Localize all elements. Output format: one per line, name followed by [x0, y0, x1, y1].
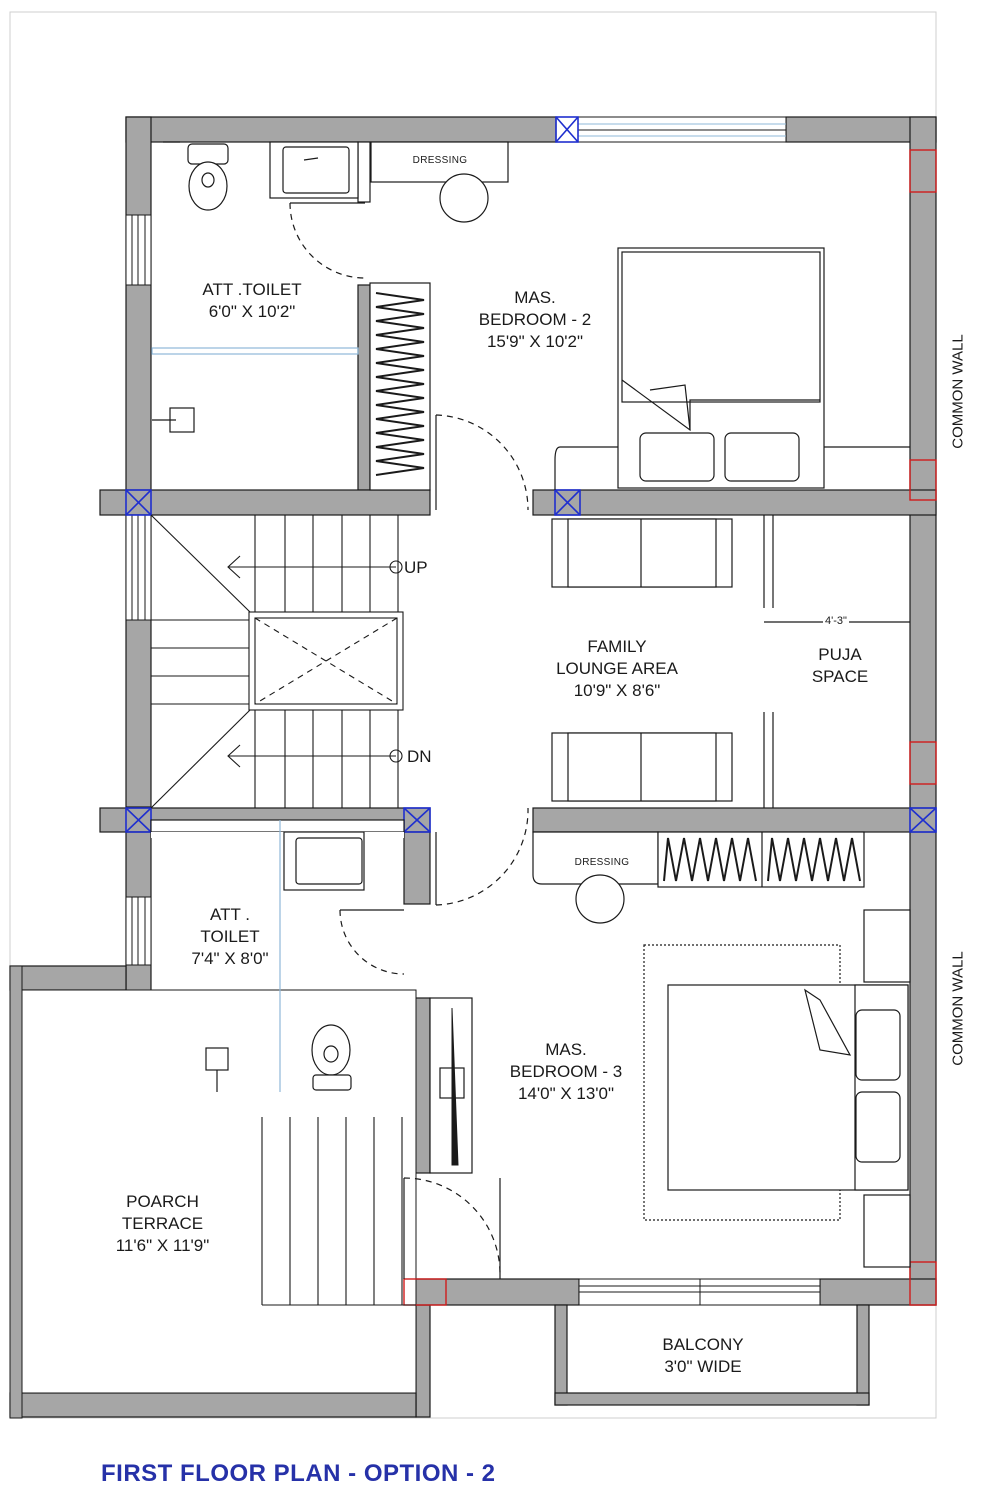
balcony-size: 3'0" WIDE	[664, 1357, 742, 1376]
plan-title: FIRST FLOOR PLAN - OPTION - 2	[101, 1460, 496, 1487]
att-toilet-1-name: ATT .TOILET	[202, 280, 302, 299]
puja-dimension: 4'-3"	[825, 615, 847, 627]
family-lounge-label	[542, 636, 692, 702]
att-toilet-1-size: 6'0" X 10'2"	[208, 302, 296, 321]
family-lounge-name2: LOUNGE AREA	[556, 659, 678, 678]
balcony-name: BALCONY	[662, 1335, 744, 1354]
poarch-terrace-name2: TERRACE	[121, 1214, 204, 1233]
mas-bedroom-2-size: 15'9" X 10'2"	[486, 332, 584, 351]
mas-bedroom-2-label	[465, 287, 605, 353]
att-toilet-2-size: 7'4" X 8'0"	[191, 949, 269, 968]
bedroom2-furniture	[371, 142, 910, 490]
puja-space-label	[790, 644, 890, 688]
mas-bedroom-3-name1: MAS.	[545, 1040, 587, 1059]
att-toilet-2-name2: TOILET	[200, 927, 260, 946]
common-wall-bottom-label: COMMON WALL	[949, 951, 967, 1066]
stair-down-label: DN	[407, 747, 432, 766]
poarch-terrace-size: 11'6" X 11'9"	[115, 1236, 210, 1255]
balcony-label	[633, 1334, 773, 1378]
family-lounge-size: 10'9" X 8'6"	[573, 681, 661, 700]
stair-up-label: UP	[404, 558, 428, 577]
family-lounge-name1: FAMILY	[587, 637, 647, 656]
mas-bedroom-2-name1: MAS.	[514, 288, 556, 307]
mas-bedroom-3-name2: BEDROOM - 3	[509, 1062, 623, 1081]
dressing-label-2: DRESSING	[574, 857, 630, 868]
common-wall-top-label: COMMON WALL	[949, 334, 967, 449]
mas-bedroom-3-size: 14'0" X 13'0"	[517, 1084, 615, 1103]
att-toilet-1-label	[182, 279, 322, 323]
att-toilet-2-label	[160, 904, 300, 970]
poarch-terrace-label	[90, 1191, 235, 1257]
mas-bedroom-3-label	[496, 1039, 636, 1105]
puja-space-name2: SPACE	[811, 667, 869, 686]
poarch-terrace-name1: POARCH	[126, 1192, 199, 1211]
staircase	[151, 515, 403, 808]
dressing-label-1: DRESSING	[412, 155, 468, 166]
att-toilet-2-name1: ATT .	[210, 905, 250, 924]
mas-bedroom-2-name2: BEDROOM - 2	[478, 310, 592, 329]
puja-space-name1: PUJA	[818, 645, 862, 664]
